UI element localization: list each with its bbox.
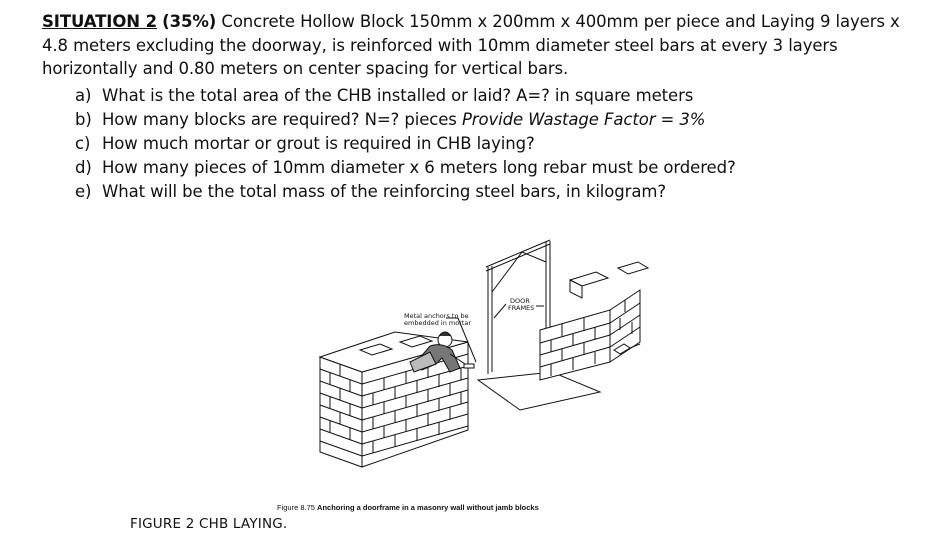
question-text: How much mortar or grout is required in CHB laying? <box>102 134 535 153</box>
question-letter: a) <box>75 86 92 105</box>
question-text: How many pieces of 10mm diameter x 6 meters long rebar must be ordered? <box>102 158 736 177</box>
wastage-factor-note: Provide Wastage Factor = 3% <box>461 110 706 129</box>
question-a <box>75 84 935 108</box>
question-text: What will be the total mass of the reinforcing steel bars, in kilogram? <box>102 182 666 201</box>
question-letter: b) <box>75 110 92 129</box>
question-text: How many blocks are required? N=? pieces <box>102 110 462 129</box>
question-letter: d) <box>75 158 92 177</box>
anchor-label-line1: Metal anchors to be <box>404 312 469 320</box>
figure-caption-number: Figure 8.75 <box>277 503 315 512</box>
right-block-wall <box>540 262 648 380</box>
question-list <box>75 84 935 204</box>
question-b <box>75 108 935 132</box>
question-letter: c) <box>75 134 91 153</box>
figure-caption <box>277 503 539 512</box>
question-d <box>75 156 935 180</box>
question-e <box>75 180 935 204</box>
question-text: What is the total area of the CHB installed or laid? A=? in square meters <box>102 86 694 105</box>
chb-laying-illustration <box>300 222 660 508</box>
situation-heading: SITUATION 2 <box>42 12 158 31</box>
situation-weight: (35%) <box>162 12 217 31</box>
situation-text: Concrete Hollow Block 150mm x 200mm x 400mm per piece and Laying 9 layers x 4.8 meters excluding the doorway, is reinforced with 10mm diameter steel bars at every 3 layers horizontally and 0.80 meters on center spacing for vertical bars. <box>42 12 900 78</box>
door-label-line2: FRAMES <box>508 304 535 312</box>
problem-statement <box>42 10 922 81</box>
figure-caption-text: Anchoring a doorframe in a masonry wall without jamb blocks <box>317 503 539 512</box>
door-label-line1: DOOR <box>510 297 530 305</box>
figure-title: FIGURE 2 CHB LAYING. <box>130 516 288 532</box>
question-c <box>75 132 935 156</box>
anchor-label-line2: embedded in mortar <box>404 319 472 327</box>
question-letter: e) <box>75 182 92 201</box>
